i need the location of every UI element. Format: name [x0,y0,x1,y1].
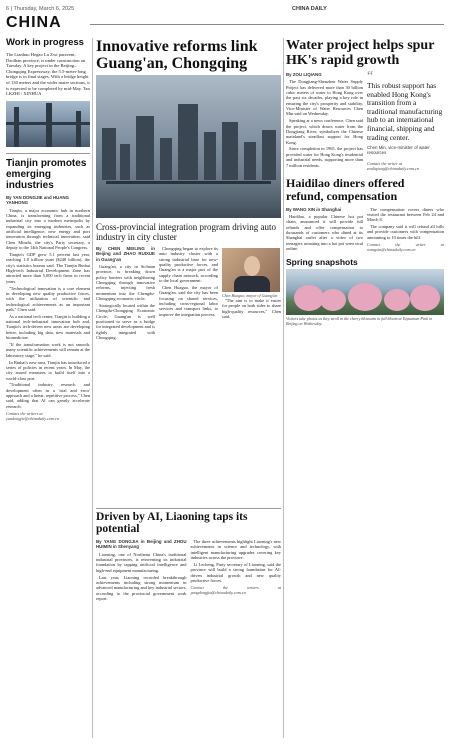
right-column [286,38,444,326]
paragraph: "Traditional industry research and development often in a 'trial and error' approach and a linear, repetitive process," Chen said, adding that AI can greatly accelerate research. [6,382,90,409]
quote-mark-icon: “ [367,69,374,84]
tianjin-headline: Tianjin promotes emerging industries [6,157,87,191]
paragraph: Speaking at a news conference, Chen said the project, which draws water from the Dongjiang River, symbolizes the Chinese mainland's steadfast support for Hong Kong. [286,118,363,145]
guanan-story [96,38,281,342]
tianjin-contact: Contact the writers at yandongjie@chinadaily.com.cn [6,411,59,422]
pull-quote-attribution: Chen Min, vice-minister of water resources [367,145,430,156]
tianjin-body [6,208,90,409]
water-headline: Water project helps spur HK's rapid growth [286,38,435,68]
liaoning-story [96,511,281,603]
paragraph: "Technological innovation is a core element in developing new quality productive forces, with the utilization of scientific and technological achievements as an important path," Chen said. [6,285,90,312]
liaoning-byline: By YANG DONGJIA in Beijing and ZHOU HUIMIN in Shenyang [96,539,187,550]
paragraph: Tianjin's GDP grew 5.1 percent last year, reaching 1.8 trillion yuan ($248 billion), the city's statistics bureau said. The Tianjin Binhai High-tech Industrial Development Zone has attracted more than 5,000 tech firms in recent years. [6,252,90,284]
column-divider [6,153,90,154]
column-separator [92,38,93,738]
brief-headline: Work in progress [6,37,84,48]
paragraph: The three achievements highlight Liaoning's new achievements in science and technology, with intelligent manufacturing upgrades covering key industries across the province. [190,539,281,561]
paragraph: The compensation covers diners who visited the restaurant between Feb 24 and March 8. [367,206,444,223]
paragraph: The company said it will refund all bills and provide customers with compensation amounting to 10 times the bill. [367,224,444,240]
liaoning-headline: Driven by AI, Liaoning taps its potential [96,511,248,535]
paragraph: In Binhai's new area, Tianjin has introduced a series of policies in recent years. In May, the city issued measures to build itself into a world-class port. [6,359,90,381]
paragraph: Tianjin, a major economic hub in northern China, is transforming from a traditional industrial city into a modern metropolis by expanding its emerging industries, such as artificial intelligence, new energy and port innovation through technical innovation, said Chen Minzhi, the city's Party secretary, a deputy to the 14th National People's Congress. [6,207,90,251]
left-column [6,38,90,422]
paragraph: "The aim is to make it easier for people on both sides to share high-quality resources," Chen said. [222,298,281,320]
paragraph: Guang'an, a city in Sichuan province, is breaking down policy barriers with neighboring Chongqing through innovative reforms, injecting fresh momentum into the Chengdu-Chongqing economic circle. [96,264,155,302]
guanan-headline: Innovative reforms link Guang'an, Chongqing [96,38,258,72]
haidilao-contact: Contact the writer at wangxin@chinadaily.com.cn [367,242,444,253]
guanan-columns [96,246,281,342]
paragraph: Last year, Liaoning recorded breakthrough achievements including strong momentum in advanced manufacturing and key industrial sectors, according to the provincial government work report. [96,574,187,601]
paragraph: The Dongjiang-Shenzhen Water Supply Project has delivered more than 30 billion cubic meters of water to Hong Kong over the past six decades, playing a key role in ensuring the city's prosperity and stability, Vice-Minister of Water Resources Chen Min said on Wednesday. [286,79,363,117]
paragraph: Liaoning, one of Northeast China's traditional industrial provinces, is reinventing its industrial foundation by tapping artificial intelligence and high-end equipment manufacturing. [96,551,187,573]
portrait-photo [222,248,280,292]
bridge-photo [6,101,90,147]
paragraph: Since completion in 1965, the project has provided water for Hong Kong's residential and industrial needs, supporting more than 7 million residents. [286,146,363,168]
paragraph: Li Lecheng, Party secretary of Liaoning, said the province will build a strong foundation for AI-driven industrial growth and new quality productive forces. [190,561,281,583]
header-rule [90,24,444,25]
cityscape-photo [96,75,281,218]
page-date: 6 | Thursday, March 6, 2025 [6,6,75,12]
guanan-deck: Cross-provincial integration program driving auto industry in city cluster [96,222,276,242]
paragraph: "If the transformation work is not smooth, many scientific achievements will remain at the laboratory stage," he said. [6,342,90,358]
water-byline: By ZOU LIQIANG [286,72,322,77]
portrait-caption: Chen Huaguo, mayor of Guang'an [222,293,278,298]
haidilao-headline: Haidilao diners offered refund, compensation [286,175,405,203]
brief-text: The Lianhuo Hegao Lu Zwi paravent, Daolhan province, is under construction on Tuesday. A key project in the Beijing–Chongqing Expressway, the 5.5-meter-long bridge is in final stages. With a bridge height of 130 meters and the wider mater sections, it is expected to be completed by mid-May. Tan LKZHI / XINHUA [6,52,90,97]
page-header [6,4,444,14]
haidilao-byline: By WANG XIN in Shanghai [286,206,342,212]
pull-quote: This robust support has enabled Hong Kong's transition from a traditional manufacturing hub to an international financial, shipping and trading center. [367,81,443,142]
water-contact: Contact the writer at zouliqiang@chinadaily.com.cn [367,161,420,172]
column-separator [283,38,284,738]
liaoning-contact: Contact the writers at yangdongjia@chinadaily.com.cn [190,585,281,596]
spring-headline: Spring snapshots [286,256,358,267]
tianjin-byline: By YAN DONGJIE and HUANG YANHONG [6,194,69,205]
guanan-byline: By CHEN MEILING in Beijing and ZHAO RUIXUE in Guang'an [96,246,155,262]
spring-caption: Visitors take photos as they stroll in the cherry blossoms in full bloom at Yuyuantan Park in Beijing on Wednesday. [286,315,433,326]
section-masthead: CHINA [6,14,62,31]
section-rule [96,508,281,509]
paragraph: Haidilao, a popular Chinese hot pot chain, announced it will provide full refunds and offer compensation to thousands of customers who dined at its Shanghai outlet after a video of two teenagers urinating into a hot pot went viral online. [286,213,363,251]
publication-name: CHINA DAILY [292,6,327,12]
cherry-blossom-photo [286,269,444,315]
paragraph: Chongqing began to explore its auto industry cluster with a strong industrial base for new-quality productive forces, and Guang'an is a major part of the supply chain network, according to the local government. [159,246,218,284]
paragraph: As a national tech center, Tianjin is building a national tech-industrial innovation hub and, Tianjin's tech-driven new areas are developing better, including big data, new materials and biomedicine. [6,313,90,341]
paragraph: Strategically located within the Chengdu-Chongqing Economic Circle, Guang'an is well positioned to serve as a bridge for integrated development and is tightly integrated with Chongqing. [96,302,156,340]
paragraph: Chen Huaguo, the mayor of Guang'an, said the city has been focusing on shared services, including cross-regional labor services and transport links, to improve the integration process. [159,284,218,317]
